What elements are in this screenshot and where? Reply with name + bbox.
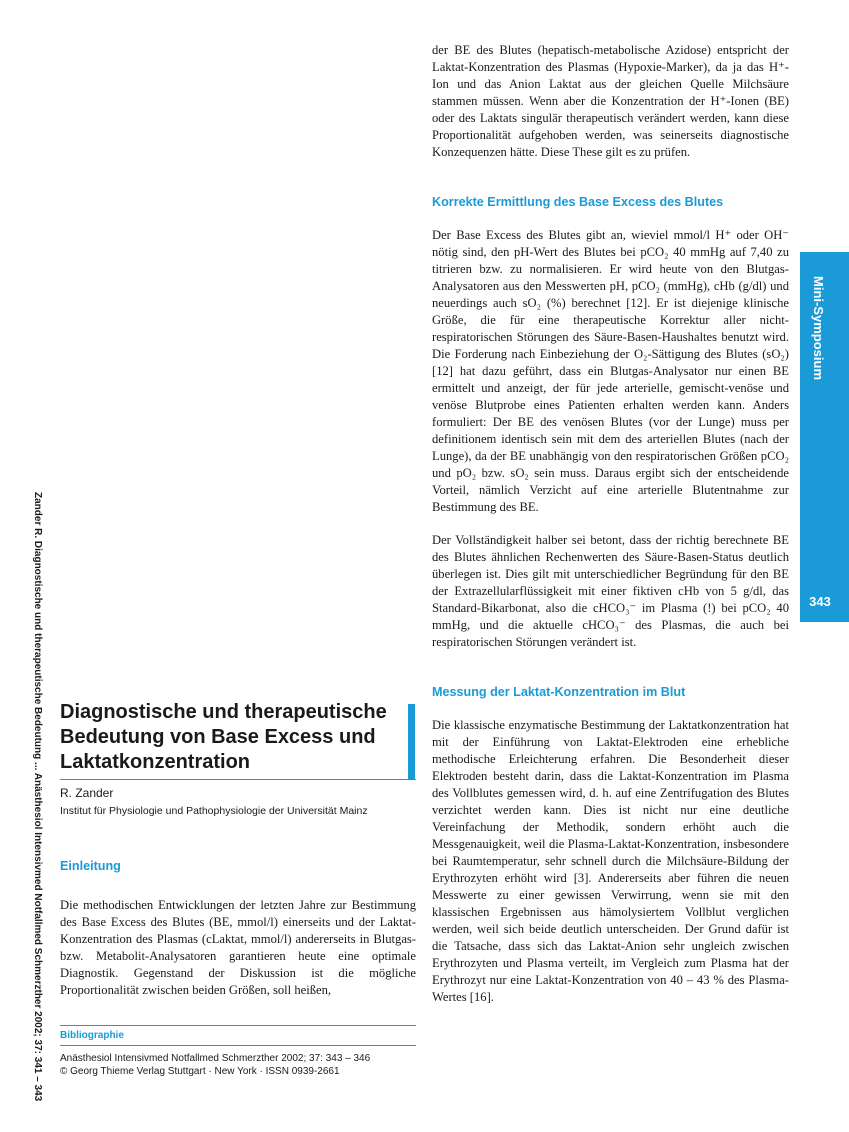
left-column bbox=[60, 700, 416, 1078]
title-block bbox=[60, 700, 416, 775]
bibliography-heading: Bibliographie bbox=[60, 1025, 416, 1046]
running-citation: Zander R. Diagnostische und therapeutische Bedeutung ... Anästhesiol Intensivmed Notfallmed Schmerzther 2002; 37: 341 – 343 bbox=[32, 492, 43, 1102]
lactate-paragraph: Die klassische enzymatische Bestimmung der Laktatkonzentration hat mit der Einführung von Laktat-Elektroden eine erhebliche methodische Erleichterung erfahren. Die Besonderheit dieser Elektroden besteht darin, dass die Laktat-Konzentration im Plasma des Vollblutes gemessen wird, d. h. auf eine Zentrifugation des Blutes verzichtet werden kann. Dies ist nicht nur eine deutliche Vereinfachung der Methodik, sondern erhöht auch die Messgenauigkeit, weil die Plasma-Laktat-Konzentration, insbesondere bei Raumtemperatur, sehr schnell durch die Milchsäure-Bildung der Erythrozyten erhöht wird [3]. Andererseits aber führen die neuen Messwerte zu einer gewissen Verwirrung, wenn sie mit den klassischen Ergebnissen aus hämolysiertem Vollblut verglichen werden, weil sich beide deutlich unterscheiden. Der Grund dafür ist die Tatsache, dass sich das Laktat-Anion sehr ungleich zwischen Erythrozyten und Plasma verteilt, im Vergleich zum Plasma hat der Erythrozyt nur eine Laktat-Konzentration von 40 – 43 % des Plasma-Wertes [16]. bbox=[432, 718, 789, 1004]
title-accent-bar bbox=[408, 704, 415, 779]
base-excess-heading: Korrekte Ermittlung des Base Excess des Blutes bbox=[432, 195, 724, 209]
base-excess-paragraph-1: Der Base Excess des Blutes gibt an, wieviel mmol/l H⁺ oder OH⁻ nötig sind, den pH-Wert des Blutes bei pCO₂ 40 mmHg auf 7,40 zu titrieren bzw. zu normalisieren. Er wird heute von den Blutgas-Analysatoren aus den Messwerten pH, pCO₂ (mmHg), cHb (g/dl) und neuerdings auch sO₂ (%) berechnet [12]. Er ist diejenige klinische Größe, die für eine therapeutische Korrektur aller nicht-respiratorischen Störungen des Säure-Basen-Haushaltes benutzt wird. Die Forderung nach Einbeziehung der O₂-Sättigung des Blutes (sO₂) [12] hat dazu geführt, dass ein Blutgas-Analysator nur einen BE ermittelt und anzeigt, der für jede arterielle, gemischt-venöse und venöse Blutprobe eines Patienten erhalten werden kann. Anders formuliert: Der BE des venösen Blutes (vor der Lunge) muss per definitionem identisch sein mit dem des arteriellen Blutes (nach der Lunge), da der BE unabhängig von den respiratorischen Größen pCO₂ und pO₂ bzw. sO₂ sein muss. Daraus ergibt sich der entscheidende Vorteil, nämlich Verzicht auf eine arterielle Blutentnahme zur Bestimmung des BE. bbox=[432, 228, 789, 514]
base-excess-paragraph-2: Der Vollständigkeit halber sei betont, dass der richtig berechnete BE des Blutes ähnlichen Rechenwerten des Säure-Basen-Status deutlich überlegen ist. Dies gilt mit unterschiedlicher Begründung für den BE der Extrazellularflüssigkeit mit einer fiktiven cHb von 5 g/dl, das Standard-Bikarbonat, also die cHCO₃⁻ im Plasma (!) bei pCO₂ 40 mmHg, und die aktuelle cHCO₃⁻ des Plasmas, die auch bei respiratorischen Störungen verändert ist. bbox=[432, 533, 789, 649]
intro-paragraph: Die methodischen Entwicklungen der letzten Jahre zur Bestimmung des Base Excess des Blutes (BE, mmol/l) einerseits und der Laktat-Konzentration des Plasmas (cLaktat, mmol/l) andererseits in Blutgas- bzw. Metabolit-Analysatoren garantieren heute eine optimale Diagnostik. Gegenstand der Diskussion ist die mögliche Proportionalität zwischen beiden Größen, soll heißen, bbox=[60, 898, 416, 997]
right-column bbox=[432, 42, 789, 1006]
author: R. Zander bbox=[60, 786, 114, 800]
page-number: 343 bbox=[809, 594, 831, 609]
mini-symposium-label: Mini-Symposium bbox=[811, 276, 826, 381]
bibliography-journal: Anästhesiol Intensivmed Notfallmed Schmerzther 2002; 37: 343 – 346 bbox=[60, 1053, 371, 1064]
intro-heading: Einleitung bbox=[60, 859, 121, 873]
article-title: Diagnostische und therapeutische Bedeutung von Base Excess und Laktatkonzentration bbox=[60, 701, 387, 773]
bibliography-publisher: © Georg Thieme Verlag Stuttgart · New York · ISSN 0939-2661 bbox=[60, 1066, 340, 1077]
institute: Institut für Physiologie und Pathophysiologie der Universität Mainz bbox=[60, 805, 368, 817]
title-rule bbox=[60, 779, 416, 780]
continuation-paragraph: der BE des Blutes (hepatisch-metabolische Azidose) entspricht der Laktat-Konzentration des Plasmas (Hypoxie-Marker), da ja das H⁺-Ion und das Anion Laktat aus der gleichen Quelle Milchsäure stammen müssen. Wenn aber die Konzentration der H⁺-Ionen (BE) oder des Laktats singulär therapeutisch verändert werden, kann diese Proportionalität aufgehoben werden, was seinerseits diagnostische Konzequenzen hätte. Diese These gilt es zu prüfen. bbox=[432, 43, 789, 159]
lactate-heading: Messung der Laktat-Konzentration im Blut bbox=[432, 685, 686, 699]
